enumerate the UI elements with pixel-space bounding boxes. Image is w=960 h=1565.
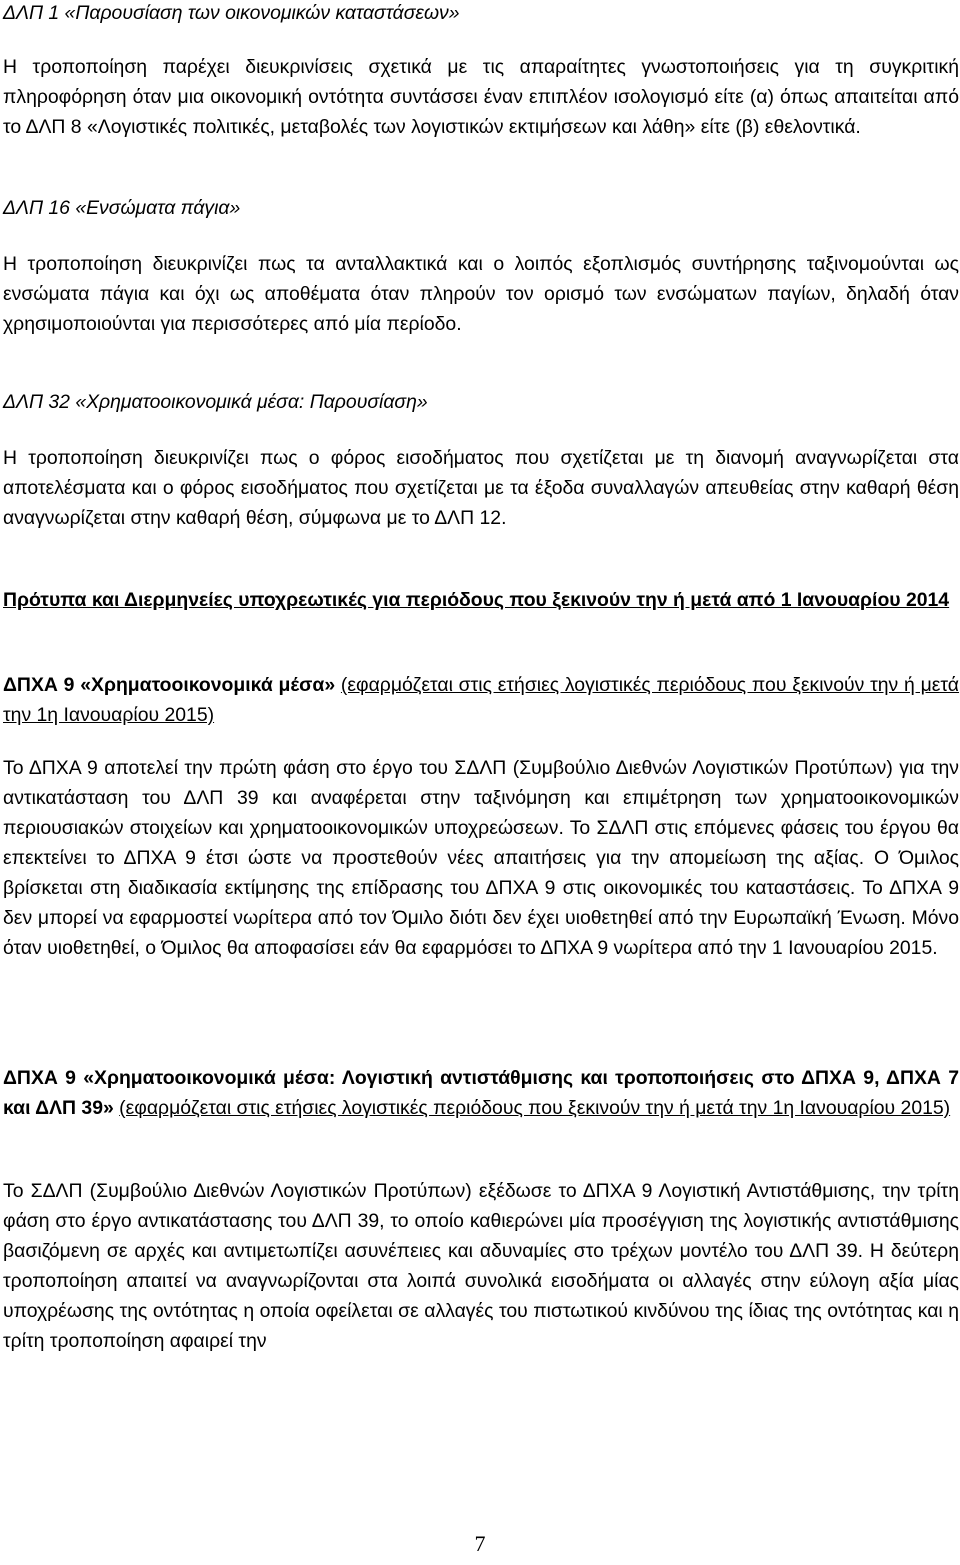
s3-heading: ΔΛΠ 32 «Χρηματοοικονομικά μέσα: Παρουσίαση» xyxy=(3,391,428,413)
s5-heading-note: (εφαρμόζεται στις ετήσιες λογιστικές περιόδους που ξεκινούν την ή μετά την 1η Ιανουαρίου 2015) xyxy=(119,1097,951,1119)
s4-heading-title: ΔΠΧΑ 9 «Χρηματοοικονομικά μέσα» xyxy=(3,674,336,696)
s2-body: Η τροποποίηση διευκρινίζει πως τα ανταλλακτικά και ο λοιπός εξοπλισμός συντήρησης ταξινομούνται ως ενσώματα πάγια και όχι ως αποθέματα όταν πληρούν τον ορισμό των ενσώματων παγίων, δηλαδή όταν χρησιμοποιούνται για περισσότερες από μία περίοδο. xyxy=(3,253,959,335)
s1-heading: ΔΛΠ 1 «Παρουσίαση των οικονομικών καταστάσεων» xyxy=(3,2,460,24)
s5-heading-title: ΔΠΧΑ 9 «Χρηματοοικονομικά μέσα: Λογιστική αντιστάθμισης και τροποποιήσεις στο ΔΠΧΑ 9, ΔΠΧΑ 7 και ΔΛΠ 39» xyxy=(3,1067,959,1119)
s5-heading xyxy=(3,1063,959,1123)
s3-body: Η τροποποίηση διευκρινίζει πως ο φόρος εισοδήματος που σχετίζεται με τη διανομή αναγνωρίζεται στα αποτελέσματα και ο φόρος εισοδήματος που σχετίζεται με τα έξοδα συναλλαγών απευθείας στην καθαρή θέση αναγνωρίζεται στην καθαρή θέση, σύμφωνα με το ΔΛΠ 12. xyxy=(3,447,959,529)
section-title: Πρότυπα και Διερμηνείες υποχρεωτικές για περιόδους που ξεκινούν την ή μετά από 1 Ιανουαρίου 2014 xyxy=(3,589,950,611)
s4-heading-note: (εφαρμόζεται στις ετήσιες λογιστικές περιόδους που ξεκινούν την ή μετά την 1η Ιανουαρίου 2015) xyxy=(3,674,960,726)
page-number: 7 xyxy=(474,1531,486,1556)
s4-body: Το ΔΠΧΑ 9 αποτελεί την πρώτη φάση στο έργο του ΣΔΛΠ (Συμβούλιο Διεθνών Λογιστικών Προτύπων) για την αντικατάσταση του ΔΛΠ 39 και αναφέρεται στην ταξινόμηση και επιμέτρηση των χρηματοοικονομικών περιουσιακών στοιχείων και χρηματοοικονομικών υποχρεώσεων. Το ΣΔΛΠ στις επόμενες φάσεις του έργου θα επεκτείνει το ΔΠΧΑ 9 έτσι ώστε να προστεθούν νέες απαιτήσεις για την απομείωση της αξίας. Ο Όμιλος βρίσκεται στη διαδικασία εκτίμησης της επίδρασης του ΔΠΧΑ 9 στις οικονομικές του καταστάσεις. Το ΔΠΧΑ 9 δεν μπορεί να εφαρμοστεί νωρίτερα από τον Όμιλο διότι δεν έχει υιοθετηθεί από την Ευρωπαϊκή Ένωση. Μόνο όταν υιοθετηθεί, ο Όμιλος θα αποφασίσει εάν θα εφαρμόσει το ΔΠΧΑ 9 νωρίτερα από την 1 Ιανουαρίου 2015. xyxy=(3,757,959,959)
s2-heading: ΔΛΠ 16 «Ενσώματα πάγια» xyxy=(3,197,241,219)
s4-heading xyxy=(3,670,959,730)
s1-body: Η τροποποίηση παρέχει διευκρινίσεις σχετικά με τις απαραίτητες γνωστοποιήσεις για τη συγκριτική πληροφόρηση όταν μια οικονομική οντότητα συντάσσει έναν επιπλέον ισολογισμό είτε (α) όπως απαιτείται από το ΔΛΠ 8 «Λογιστικές πολιτικές, μεταβολές των λογιστικών εκτιμήσεων και λάθη» είτε (β) εθελοντικά. xyxy=(3,56,959,138)
s5-body: Το ΣΔΛΠ (Συμβούλιο Διεθνών Λογιστικών Προτύπων) εξέδωσε το ΔΠΧΑ 9 Λογιστική Αντιστάθμισης, την τρίτη φάση στο έργο αντικατάστασης του ΔΛΠ 39, το οποίο καθιερώνει μία προσέγγιση της λογιστικής αντιστάθμισης βασιζόμενη σε αρχές και αντιμετωπίζει ασυνέπειες και αδυναμίες στο τρέχων μοντέλο του ΔΛΠ 39. Η δεύτερη τροποποίηση απαιτεί να αναγνωρίζονται στα λοιπά συνολικά εισοδήματα οι αλλαγές στην εύλογη αξία μίας υποχρέωσης της οντότητας η οποία οφείλεται σε αλλαγές του πιστωτικού κινδύνου της ίδιας της οντότητας και η τρίτη τροποποίηση αφαιρεί την xyxy=(3,1180,959,1352)
